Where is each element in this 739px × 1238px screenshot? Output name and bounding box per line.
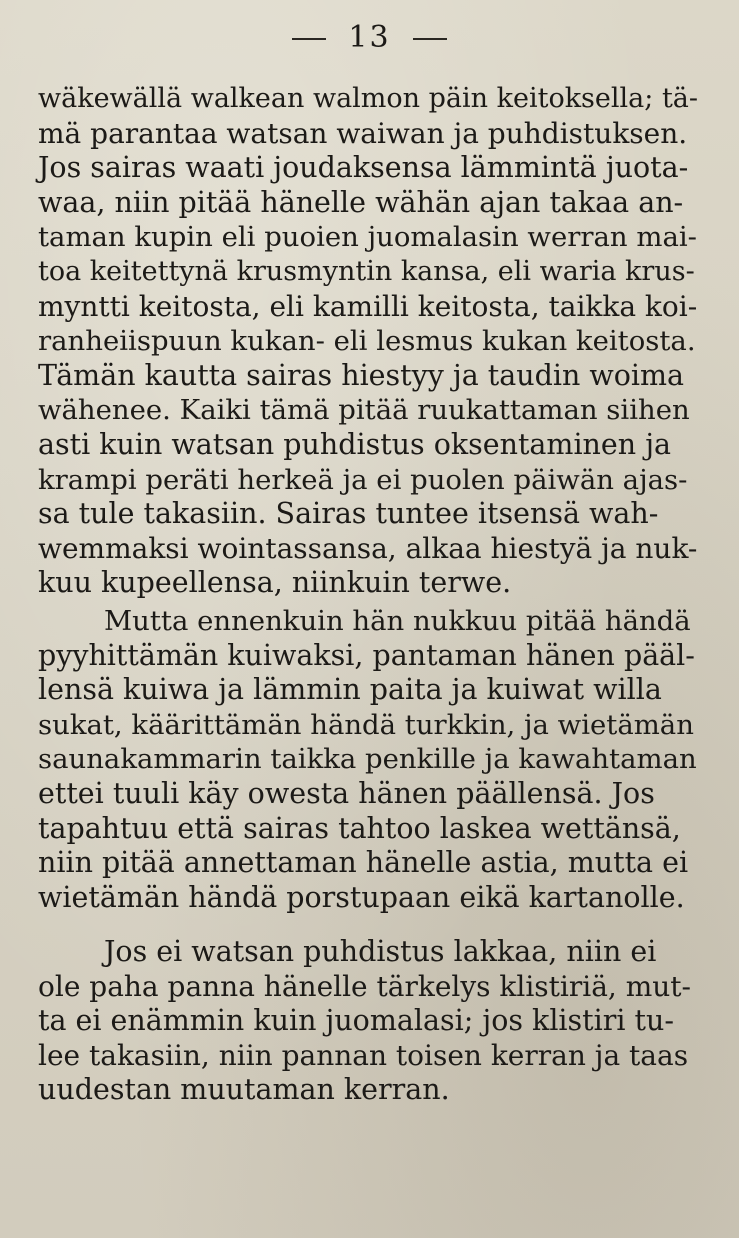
text-line: lensä kuiwa ja lämmin paita ja kuiwat willa — [38, 673, 662, 707]
text-line: asti kuin watsan puhdistus oksentaminen ja — [38, 427, 672, 461]
text-line: sa tule takasiin. Sairas tuntee itsensä wah- — [38, 497, 659, 531]
text-line: ranheiispuun kukan- eli lesmus kukan keitosta. — [38, 325, 696, 358]
text-line: krampi peräti herkeä ja ei puolen päiwän ajas- — [38, 463, 688, 496]
text-line: sukat, käärittämän händä turkkin, ja wietämän — [38, 708, 694, 741]
text-line: taman kupin eli puoien juomalasin werran mai- — [38, 221, 697, 254]
text-line: pyyhittämän kuiwaksi, pantaman hänen pääl- — [38, 638, 695, 672]
text-line: Tämän kautta sairas hiestyy ja taudin woima — [38, 358, 685, 392]
text-line: wemmaksi wointassansa, alkaa hiestyä ja nuk- — [38, 531, 698, 565]
text-line: niin pitää annettaman hänelle astia, mutta ei — [38, 846, 689, 880]
text-line: Mutta ennenkuin hän nukkuu pitää händä — [104, 605, 691, 637]
text-line: kuu kupeellensa, niinkuin terwe. — [38, 566, 512, 600]
text-line: toa keitettynä krusmyntin kansa, eli waria krus- — [38, 255, 695, 287]
text-line: wietämän händä porstupaan eikä kartanolle. — [38, 880, 685, 914]
page-number — [0, 18, 739, 58]
text-line: ettei tuuli käy owesta hänen päällensä. Jos — [38, 776, 655, 810]
text-line: wäkewällä walkean walmon päin keitoksella; tä- — [38, 83, 699, 114]
paragraph-3 — [38, 935, 692, 1108]
paragraph-1 — [38, 82, 699, 601]
text-line: lee takasiin, niin pannan toisen kerran ja taas — [38, 1038, 689, 1072]
text-line: Jos sairas waati joudaksensa lämmintä juota- — [38, 151, 689, 185]
right-dash — [413, 38, 447, 40]
text-line: wähenee. Kaiki tämä pitää ruukattaman siihen — [38, 394, 690, 427]
text-line: Jos ei watsan puhdistus lakkaa, niin ei — [104, 935, 657, 968]
text-line: tapahtuu että sairas tahtoo laskea wettänsä, — [38, 811, 681, 845]
page-number-text: 13 — [348, 20, 391, 55]
text-line: myntti keitosta, eli kamilli keitosta, taikka koi- — [38, 289, 698, 323]
paragraph-2 — [38, 604, 697, 915]
text-line: ole paha panna hänelle tärkelys klistiriä, mut- — [38, 969, 692, 1003]
text-line: waa, niin pitää hänelle wähän ajan takaa an- — [38, 185, 684, 219]
text-line: ta ei enämmin kuin juomalasi; jos klistiri tu- — [38, 1004, 674, 1038]
left-dash — [292, 38, 326, 40]
text-line: mä parantaa watsan waiwan ja puhdistuksen. — [38, 116, 688, 150]
text-line: saunakammarin taikka penkille ja kawahtaman — [38, 743, 697, 776]
text-line: uudestan muutaman kerran. — [38, 1073, 450, 1107]
